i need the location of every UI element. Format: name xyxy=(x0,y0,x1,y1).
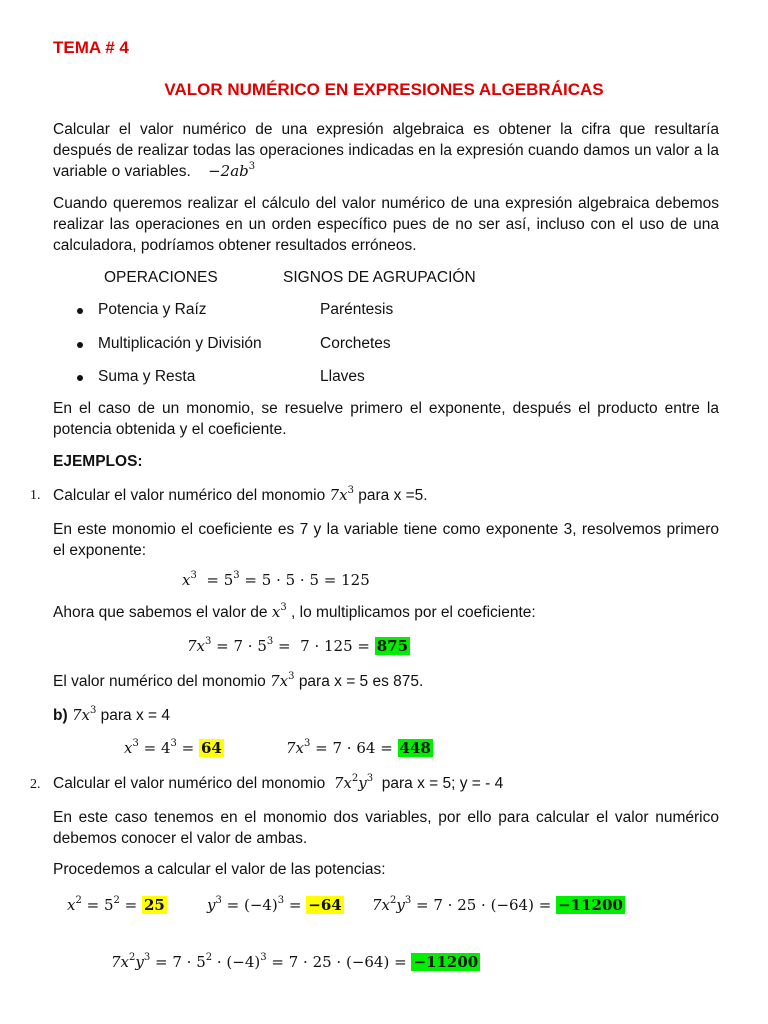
intro-paragraph-1-text: Calcular el valor numérico de una expresión algebraica es obtener la cifra que resultaría después de realizar todas las operaciones indicadas en la expresión cuando damos un valor a la variable o variables. xyxy=(53,121,719,180)
equation-2-z: $7x^2y^3 = 7 \cdot 25 \cdot (-64) = -11200$ xyxy=(372,895,623,914)
example-1-explanation: En este monomio el coeficiente es 7 y la variable tiene como exponente 3, resolvemos primero el exponente: xyxy=(53,521,719,559)
result-highlight: 64 xyxy=(200,739,222,757)
grouping-sign-item: Paréntesis xyxy=(320,301,394,318)
equation-2-x: $x^2 = 5^2 = 25$ xyxy=(67,895,165,914)
bullet-icon xyxy=(77,375,83,381)
operation-item: Multiplicación y División xyxy=(98,335,262,352)
sub-example-math: $7x^3$ xyxy=(71,705,97,724)
intro-paragraph-1 xyxy=(53,119,719,182)
equation-x-cubed: $x^3 = 5^3 = 5 \cdot 5 \cdot 5 = 125$ xyxy=(182,570,370,589)
intro-math-expression: $-2ab^3$ xyxy=(208,161,256,180)
example-1b-statement xyxy=(53,706,170,725)
tema-label: TEMA # 4 xyxy=(53,38,129,57)
statement-text: Calcular el valor numérico del monomio xyxy=(53,775,326,792)
intro-paragraph-2: Cuando queremos realizar el cálculo del valor numérico de una expresión algebraica debemos realizar las operaciones en un orden específico pues de no ser así, incluso con el uso de una calculadora, podríamos obtener resultados erróneos. xyxy=(53,195,719,254)
result-highlight: −64 xyxy=(308,896,342,914)
example-2-statement xyxy=(53,774,503,793)
result-highlight: 875 xyxy=(376,637,409,655)
final-math: $7x^3$ xyxy=(270,671,295,690)
equation-2-y: $y^3 = (-4)^3 = -64$ xyxy=(207,895,342,914)
bullet-icon xyxy=(77,342,83,348)
examples-heading: EJEMPLOS: xyxy=(53,453,143,470)
statement-condition: para x =5. xyxy=(358,487,428,504)
example-2-procedemos: Procedemos a calcular el valor de las potencias: xyxy=(53,861,386,878)
result-highlight: 25 xyxy=(143,896,165,914)
operation-item: Potencia y Raíz xyxy=(98,301,207,318)
sub-example-label: b) xyxy=(53,707,68,724)
equation-1b-a: $x^3 = 4^3 = 64$ xyxy=(124,738,222,757)
monomial-math: $7x^3$ xyxy=(329,485,354,504)
sub-example-condition: para x = 4 xyxy=(100,707,171,724)
example-1-final xyxy=(53,672,423,691)
bullet-icon xyxy=(77,308,83,314)
monomio-paragraph: En el caso de un monomio, se resuelve primero el exponente, después el producto entre la potencia obtenida y el coeficiente. xyxy=(53,400,719,438)
page-title: VALOR NUMÉRICO EN EXPRESIONES ALGEBRÁICAS xyxy=(164,80,604,99)
ahora-text-b: , lo multiplicamos por el coeficiente: xyxy=(291,604,536,621)
grouping-sign-item: Corchetes xyxy=(320,335,391,352)
final-text: El valor numérico del monomio xyxy=(53,673,266,690)
ahora-math: $x^3$ xyxy=(271,602,287,621)
grouping-sign-item: Llaves xyxy=(320,368,365,385)
statement-text: Calcular el valor numérico del monomio xyxy=(53,487,326,504)
equation-2-final: $7x^2y^3 = 7 \cdot 5^2 \cdot (-4)^3 = 7 \cdot 25 \cdot (-64) = -11200$ xyxy=(111,952,479,971)
example-1-statement xyxy=(53,486,428,505)
operations-header: OPERACIONES xyxy=(104,269,218,286)
ahora-text: Ahora que sabemos el valor de xyxy=(53,604,268,621)
example-number: 1. xyxy=(30,488,41,503)
result-highlight: 448 xyxy=(399,739,431,757)
final-condition: para x = 5 es 875. xyxy=(298,673,424,690)
example-number: 2. xyxy=(30,777,41,792)
equation-1b-b: $7x^3 = 7 \cdot 64 = 448$ xyxy=(286,738,431,757)
example-2-explanation: En este caso tenemos en el monomio dos variables, por ello para calcular el valor numérico debemos conocer el valor de ambas. xyxy=(53,809,719,847)
monomial-math: $7x^2y^3$ xyxy=(333,773,374,792)
result-highlight: −11200 xyxy=(413,953,479,971)
grouping-signs-header: SIGNOS DE AGRUPACIÓN xyxy=(283,269,476,286)
statement-condition: para x = 5; y = - 4 xyxy=(381,775,504,792)
equation-product: $7x^3 = 7 \cdot 5^3 = 7 \cdot 125 = 875$ xyxy=(187,636,409,655)
example-1-ahora xyxy=(53,603,536,622)
operation-item: Suma y Resta xyxy=(98,368,196,385)
result-highlight: −11200 xyxy=(558,896,623,914)
